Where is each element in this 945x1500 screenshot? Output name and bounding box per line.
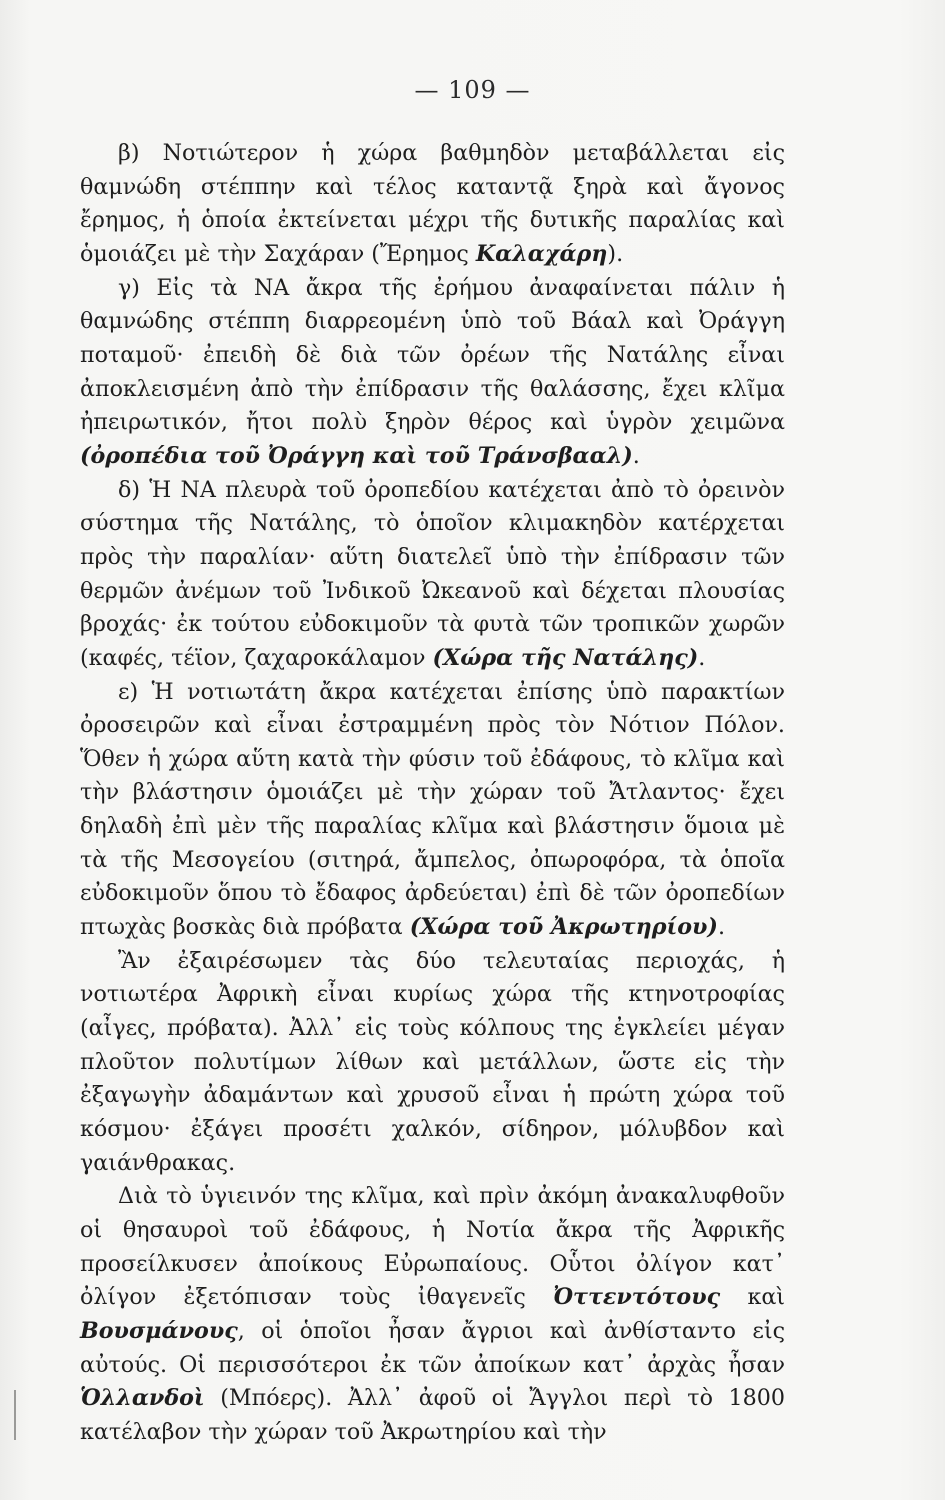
paragraph-delta-emphasis: (Χώρα τῆς Νατάλης) (432, 644, 699, 671)
paragraph-gamma-text: γ) Εἰς τὰ ΝΑ ἄκρα τῆς ἐρήμου ἀναφαίνεται πάλιν ἡ θαμνώδης στέππη διαρρεομένη ὑπὸ τοῦ Βάαλ καὶ Ὀράγγη ποταμοῦ· ἐπειδὴ δὲ διὰ τῶν ὀρέων τῆς Νατάλης εἶναι ἀποκλεισμένη ἀπὸ τὴν ἐπίδρασιν τῆς θαλάσσης, ἔχει κλῖμα ἠπειρωτικόν, ἤτοι πολὺ ξηρὸν θέρος καὶ ὑγρὸν χειμῶνα (80, 274, 785, 436)
paragraph-colonists-text-3: , οἱ ὁποῖοι ἦσαν ἄγριοι καὶ ἀνθίσταντο εἰς αὐτούς. Οἱ περισσότεροι ἐκ τῶν ἀποίκων κατ᾽ ἀρχὰς ἦσαν (80, 1317, 785, 1378)
paragraph-epsilon (80, 676, 785, 945)
paragraph-colonists-emphasis-bushmen: Βουσμάνους (80, 1317, 238, 1344)
paragraph-epsilon-text: ε) Ἡ νοτιωτάτη ἄκρα κατέχεται ἐπίσης ὑπὸ παρακτίων ὀροσειρῶν καὶ εἶναι ἐστραμμένη πρὸς τὸν Νότιον Πόλον. Ὅθεν ἡ χώρα αὕτη κατὰ τὴν φύσιν τοῦ ἐδάφους, τὸ κλῖμα καὶ τὴν βλάστησιν ὁμοιάζει μὲ τὴν χώραν τοῦ Ἄτλαντος· ἔχει δηλαδὴ ἐπὶ μὲν τῆς παραλίας κλῖμα καὶ βλάστησιν ὅμοια μὲ τὰ τῆς Μεσογείου (σιτηρά, ἄμπελος, ὀπωροφόρα, τὰ ὁποῖα εὐδοκιμοῦν ὅπου τὸ ἔδαφος ἀρδεύεται) ἐπὶ δὲ τῶν ὀροπεδίων πτωχὰς βοσκὰς διὰ πρόβατα (80, 678, 785, 941)
paragraph-delta-tail: . (698, 644, 706, 671)
paragraph-gamma (80, 272, 785, 474)
body-text (80, 137, 785, 1450)
paragraph-beta-text: β) Νοτιώτερον ἡ χώρα βαθμηδὸν μεταβάλλεται εἰς θαμνώδη στέππην καὶ τέλος καταντᾷ ξηρὰ καὶ ἄγονος ἔρημος, ἡ ὁποία ἐκτείνεται μέχρι τῆς δυτικῆς παραλίας καὶ ὁμοιάζει μὲ τὴν Σαχάραν (Ἔρημος (80, 140, 785, 267)
paragraph-epsilon-tail: . (717, 914, 725, 941)
paragraph-colonists-emphasis-hottentots: Ὀττεντότους (553, 1284, 721, 1311)
page-number: — 109 — (414, 76, 531, 104)
paragraph-colonists-emphasis-dutch: Ὁλλανδοὶ (80, 1385, 205, 1412)
paragraph-colonists (80, 1180, 785, 1449)
paragraph-colonists-text-4: (Μπόερς). Ἀλλ᾽ ἀφοῦ οἱ Ἄγγλοι περὶ τὸ 1800 κατέλαβον τὴν χώραν τοῦ Ἀκρωτηρίου καὶ τὴν (80, 1385, 785, 1445)
paragraph-gamma-tail: . (632, 442, 640, 469)
paragraph-epsilon-emphasis: (Χώρα τοῦ Ἀκρωτηρίου) (409, 914, 718, 941)
page-edge-mark (14, 1390, 16, 1440)
paragraph-beta-tail: ). (607, 240, 624, 267)
paragraph-delta-text: δ) Ἡ ΝΑ πλευρὰ τοῦ ὀροπεδίου κατέχεται ἀπὸ τὸ ὀρεινὸν σύστημα τῆς Νατάλης, τὸ ὁποῖον κλιμακηδὸν κατέρχεται πρὸς τὴν παραλίαν· αὕτη διατελεῖ ὑπὸ τὴν ἐπίδρασιν τῶν θερμῶν ἀνέμων τοῦ Ἰνδικοῦ Ὠκεανοῦ καὶ δέχεται πλουσίας βροχάς· ἐκ τούτου εὐδοκιμοῦν τὰ φυτὰ τῶν τροπικῶν χωρῶν (καφές, τέϊον, ζαχαροκάλαμον (80, 476, 785, 671)
paragraph-wealth: Ἂν ἐξαιρέσωμεν τὰς δύο τελευταίας περιοχάς, ἡ νοτιωτέρα Ἀφρικὴ εἶναι κυρίως χώρα τῆς κτηνοτροφίας (αἶγες, πρόβατα). Ἀλλ᾽ εἰς τοὺς κόλπους της ἐγκλείει μέγαν πλοῦτον πολυτίμων λίθων καὶ μετάλλων, ὥστε εἰς τὴν ἐξαγωγὴν ἀδαμάντων καὶ χρυσοῦ εἶναι ἡ πρώτη χώρα τοῦ κόσμου· ἐξάγει προσέτι χαλκόν, σίδηρον, μόλυβδον καὶ γαιάνθρακας. (80, 947, 785, 1176)
paragraph-gamma-emphasis: (ὀροπέδια τοῦ Ὀράγγη καὶ τοῦ Τράνσβααλ) (80, 442, 633, 469)
paragraph-beta (80, 137, 785, 272)
paragraph-beta-emphasis: Καλαχάρη (475, 240, 608, 267)
paragraph-delta (80, 474, 785, 676)
paragraph-colonists-text-1: Διὰ τὸ ὑγιεινόν της κλῖμα, καὶ πρὶν ἀκόμη ἀνακαλυφθοῦν οἱ θησαυροὶ τοῦ ἐδάφους, ἡ Νοτία ἄκρα τῆς Ἀφρικῆς προσείλκυσεν ἀποίκους Εὐρωπαίους. Οὗτοι ὀλίγον κατ᾽ ὀλίγον ἐξετόπισαν τοὺς ἰθαγενεῖς (80, 1183, 785, 1311)
paragraph-colonists-text-2: καὶ (720, 1284, 785, 1311)
